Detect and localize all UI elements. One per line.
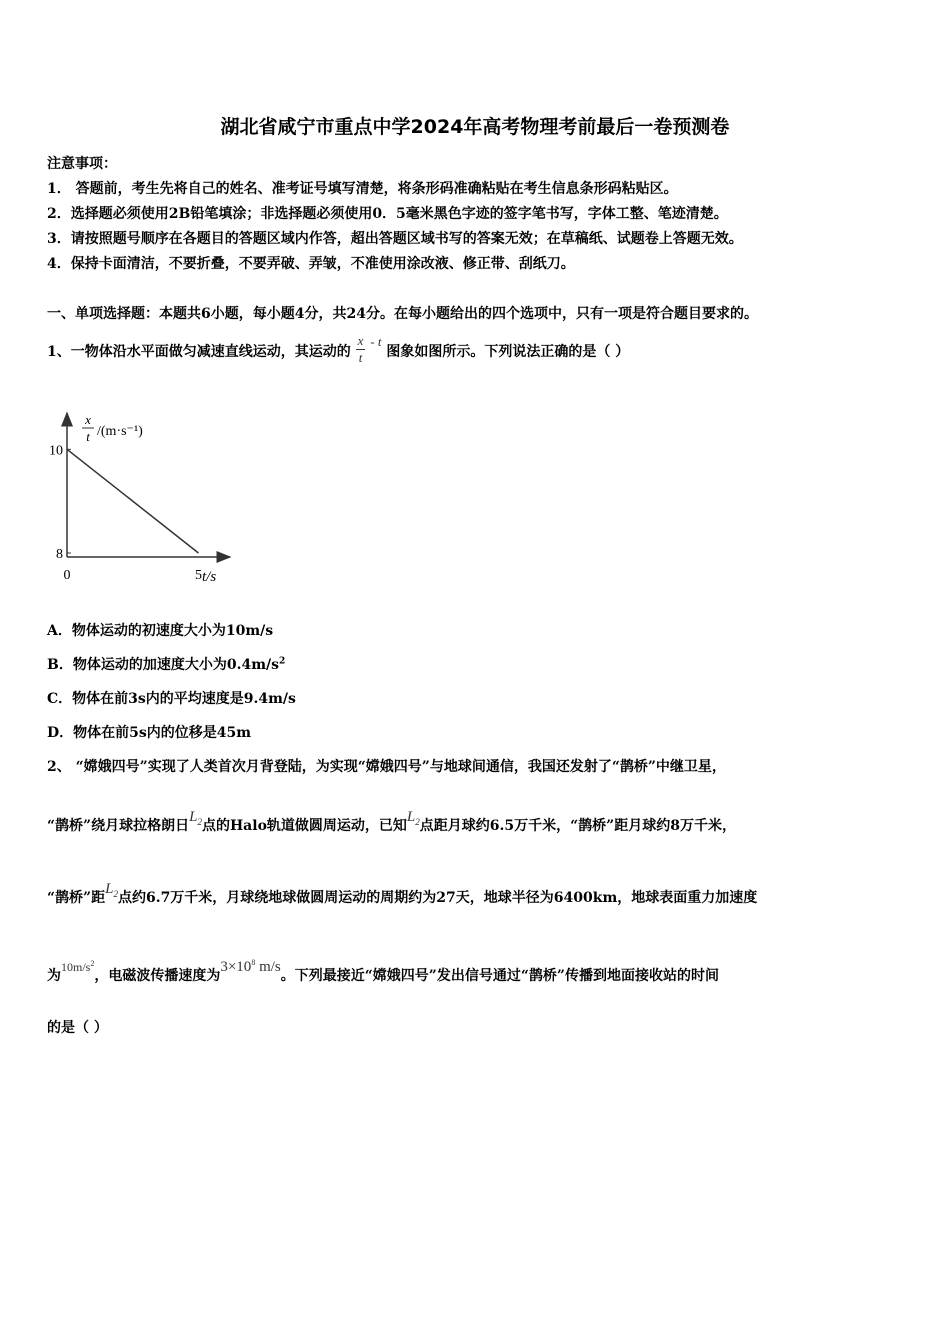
l2-symbol (105, 881, 118, 897)
q2-line-2 (47, 808, 736, 849)
q1-prefix: 1、一物体沿水平面做匀减速直线运动，其运动的 (47, 344, 351, 360)
q1-option-b-text: B．物体运动的加速度大小为0.4m/s (47, 657, 279, 673)
chart-svg (40, 405, 240, 590)
q2-line2-b: 点的Halo轨道做圆周运动，已知 (201, 818, 407, 834)
ylabel-unit: /(m·s⁻¹) (97, 424, 143, 439)
q2-line4-a: 为 (47, 968, 61, 984)
q2-line2-c: 点距月球约6.5万千米，“鹊桥”距月球约8万千米， (419, 818, 736, 834)
data-line (67, 449, 198, 553)
g-value-sup: 2 (90, 959, 95, 968)
c-value-b: m/s (255, 959, 281, 975)
x-tick-label: 0 (63, 568, 71, 583)
y-tick-label: 8 (56, 547, 63, 562)
notice-item: 1． 答题前，考生先将自己的姓名、准考证号填写清楚，将条形码准确粘贴在考生信息条形码粘贴区。 (47, 181, 678, 197)
q2-line-3 (47, 880, 757, 921)
section-heading: 一、单项选择题：本题共6小题，每小题4分，共24分。在每小题给出的四个选项中，只有一项是符合题目要求的。 (47, 306, 758, 322)
q1-option-d: D．物体在前5s内的位移是45m (47, 725, 252, 741)
ylabel-den: t (86, 429, 90, 444)
q2-line3-a: “鹊桥”距 (47, 890, 106, 906)
l2-letter: L (105, 881, 114, 897)
q1-frac-tail: - t (370, 334, 382, 349)
q2-line-5: 的是（ ） (47, 1020, 108, 1036)
q1-option-b-sup: 2 (279, 656, 286, 667)
q2-line-1: 2、 “嫦娥四号”实现了人类首次月背登陆，为实现“嫦娥四号”与地球间通信，我国还发射了“鹊桥”中继卫星， (47, 759, 726, 775)
q2-line4-c: 。下列最接近“嫦娥四号”发出信号通过“鹊桥”传播到地面接收站的时间 (280, 968, 719, 984)
l2-symbol (407, 809, 420, 825)
y-axis-label (82, 412, 143, 444)
ylabel-num: x (85, 412, 91, 427)
page-title: 湖北省咸宁市重点中学2024年高考物理考前最后一卷预测卷 (220, 116, 730, 138)
l2-sub: 2 (197, 817, 202, 827)
xt-t-chart (40, 405, 240, 590)
g-value (61, 960, 94, 974)
q2-line-4 (47, 954, 719, 994)
notice-heading: 注意事项： (47, 156, 117, 172)
notice-item: 2．选择题必须使用2B铅笔填涂；非选择题必须使用0．5毫米黑色字迹的签字笔书写，字体工整、笔迹清楚。 (47, 206, 728, 222)
q1-option-c: C．物体在前3s内的平均速度是9.4m/s (47, 691, 296, 707)
c-value-a: 3×10 (220, 959, 252, 975)
l2-letter: L (406, 809, 416, 825)
q2-line3-b: 点约6.7万千米，月球绕地球做圆周运动的周期约为27天，地球半径为6400km，地球表面重力加速度 (117, 890, 758, 906)
c-value-sup: 8 (251, 958, 256, 967)
notice-item: 3．请按照题号顺序在各题目的答题区域内作答，超出答题区域书写的答案无效；在草稿纸、试题卷上答题无效。 (47, 231, 743, 247)
q1-frac-den: t (358, 349, 363, 365)
q1-fraction (356, 333, 366, 366)
q1-option-a: A．物体运动的初速度大小为10m/s (47, 623, 274, 639)
x-tick-label: 5 (194, 568, 202, 583)
g-value-text: 10m/s (61, 960, 91, 974)
y-tick-label: 10 (49, 443, 63, 459)
q1-option-b (47, 654, 285, 674)
x-axis-label: t/s (202, 569, 217, 585)
q2-line2-a: “鹊桥”绕月球拉格朗日 (47, 818, 190, 834)
notice-item: 4．保持卡面清洁，不要折叠，不要弄破、弄皱，不准使用涂改液、修正带、刮纸刀。 (47, 256, 575, 272)
l2-letter: L (189, 809, 198, 825)
q1-suffix: 图象如图所示。下列说法正确的是（ ） (386, 344, 630, 360)
question-1-stem (47, 330, 629, 374)
c-value (220, 959, 280, 975)
l2-symbol (189, 809, 202, 825)
q1-frac-num: x (357, 332, 364, 348)
l2-sub: 2 (415, 817, 420, 827)
q2-line4-b: ，电磁波传播速度为 (94, 968, 221, 984)
l2-sub: 2 (113, 889, 118, 899)
